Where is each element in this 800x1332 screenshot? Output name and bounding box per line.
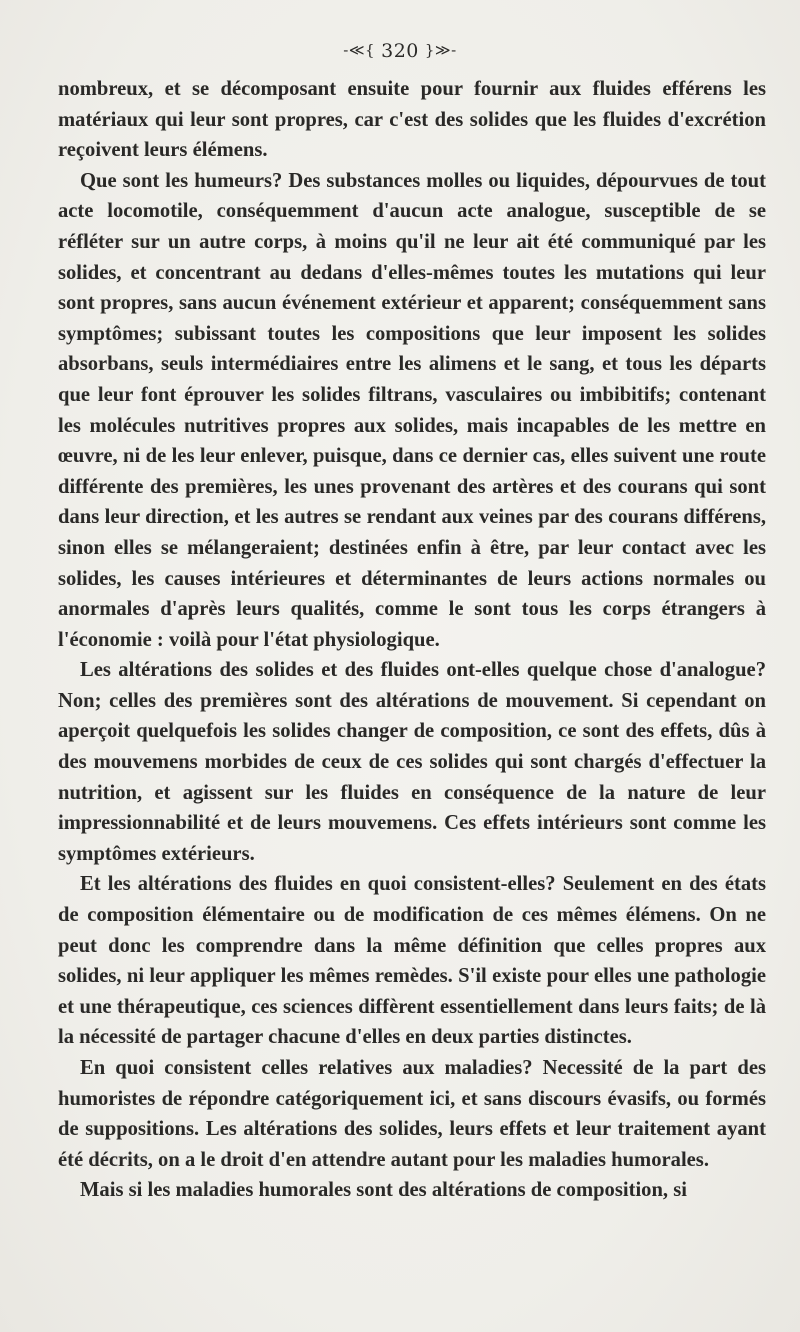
- paragraph-continuation: nombreux, et se décomposant ensuite pour fournir aux fluides efférens les matériaux qui leur sont propres, car c'est des solides que les fluides d'excrétion reçoivent leurs élémens.: [58, 78, 766, 162]
- paragraph-humeurs: Que sont les humeurs? Des substances molles ou liquides, dépourvues de tout acte locomotile, conséquemment d'aucun acte analogue, susceptible de se réfléter sur un autre corps, à moins qu'il ne leur ait été communiqué par les solides, et concentrant au dedans d'elles-mêmes toutes les mutations qui leur sont propres, sans aucun événement extérieur et apparent; conséquemment sans symptômes; subissant toutes les compositions que leur imposent les solides absorbans, seuls intermédiaires entre les alimens et le sang, et tous les départs que leur font éprouver les solides filtrans, vasculaires ou imbibitifs; contenant les molécules nutritives propres aux solides, mais incapables de les mettre en œuvre, ni de les leur enlever, puisque, dans ce dernier cas, elles suivent une route différente des premières, les unes provenant des artères et des courans qui sont dans leur direction, et les autres se rendant aux veines par des courans différens, sinon elles se mélangeraient; destinées enfin à être, par leur contact avec les solides, les causes intérieures et déterminantes de leurs actions normales ou anormales d'après leurs qualités, comme le sont tous les corps étrangers à l'économie : voilà pour l'état physiologique.: [58, 169, 766, 651]
- page-number: 320: [381, 40, 419, 62]
- paragraph-maladies: En quoi consistent celles relatives aux maladies? Necessité de la part des humoristes de répondre catégoriquement ici, et sans discours évasifs, ou formés de suppositions. Les altérations des solides, leurs effets et leur traitement ayant été décrits, on a le droit d'en attendre autant pour les maladies humorales.: [58, 1057, 766, 1171]
- paragraph-alterations-fluides: Et les altérations des fluides en quoi consistent-elles? Seulement en des états de composition élémentaire ou de modification de ces mêmes élémens. On ne peut donc les comprendre dans la même définition que celles propres aux solides, ni leur appliquer les mêmes remèdes. S'il existe pour elles une pathologie et une thérapeutique, ces sciences diffèrent essentiellement dans leurs faits; de là la nécessité de partager chacune d'elles en deux parties distinctes.: [58, 873, 766, 1049]
- ornament-right: }≫-: [424, 41, 457, 59]
- paragraph-alterations-solides: Les altérations des solides et des fluides ont-elles quelque chose d'analogue? Non; celles des premières sont des altérations de mouvement. Si cependant on aperçoit quelquefois les solides changer de composition, ce sont des effets, dûs à des mouvemens morbides de ceux de ces solides qui sont chargés d'effectuer la nutrition, et agissent sur les fluides en conséquence de la nature de leur impressionnabilité et de leurs mouvemens. Ces effets intérieurs sont comme les symptômes extérieurs.: [58, 659, 766, 865]
- ornament-left: -≪{: [343, 41, 376, 59]
- body-text: [58, 74, 766, 1206]
- paragraph-last: Mais si les maladies humorales sont des altérations de composition, si: [80, 1179, 687, 1202]
- page-header: [0, 40, 800, 62]
